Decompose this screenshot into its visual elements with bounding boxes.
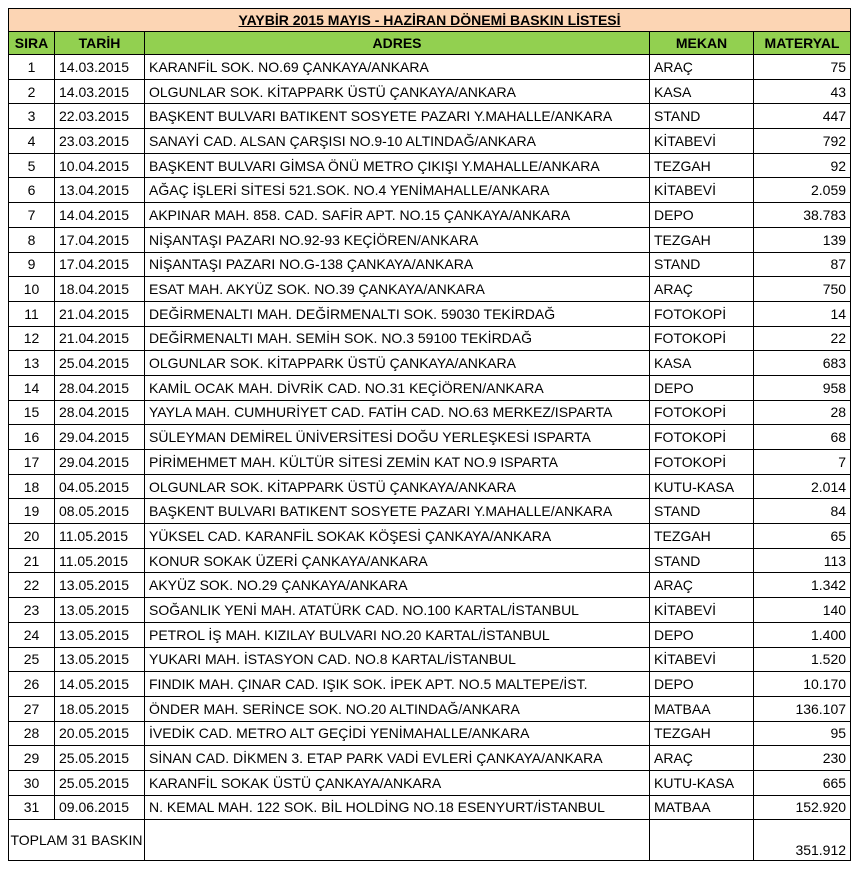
table-row: [9, 203, 851, 228]
table-row: [9, 375, 851, 400]
cell-tarih: 23.03.2015: [55, 129, 145, 154]
cell-materyal: 14: [754, 301, 851, 326]
cell-tarih: 25.05.2015: [55, 746, 145, 771]
cell-tarih: 13.05.2015: [55, 622, 145, 647]
cell-adres: OLGUNLAR SOK. KİTAPPARK ÜSTÜ ÇANKAYA/ANKARA: [145, 79, 650, 104]
cell-tarih: 14.04.2015: [55, 203, 145, 228]
cell-materyal: 38.783: [754, 203, 851, 228]
table-row: [9, 548, 851, 573]
cell-adres: SÜLEYMAN DEMİREL ÜNİVERSİTESİ DOĞU YERLEŞKESİ ISPARTA: [145, 425, 650, 450]
cell-mekan: TEZGAH: [650, 524, 754, 549]
cell-sira: 20: [9, 524, 55, 549]
table-row: [9, 770, 851, 795]
cell-sira: 18: [9, 474, 55, 499]
cell-tarih: 08.05.2015: [55, 499, 145, 524]
cell-mekan: MATBAA: [650, 795, 754, 820]
cell-materyal: 22: [754, 326, 851, 351]
cell-mekan: TEZGAH: [650, 721, 754, 746]
cell-mekan: FOTOKOPİ: [650, 400, 754, 425]
table-row: [9, 598, 851, 623]
table-row: [9, 301, 851, 326]
cell-materyal: 139: [754, 227, 851, 252]
cell-materyal: 92: [754, 153, 851, 178]
cell-adres: KARANFİL SOKAK ÜSTÜ ÇANKAYA/ANKARA: [145, 770, 650, 795]
cell-mekan: FOTOKOPİ: [650, 326, 754, 351]
cell-tarih: 13.05.2015: [55, 647, 145, 672]
cell-tarih: 29.04.2015: [55, 450, 145, 475]
cell-mekan: KASA: [650, 351, 754, 376]
table-row: [9, 227, 851, 252]
table-row: [9, 79, 851, 104]
cell-tarih: 22.03.2015: [55, 104, 145, 129]
cell-materyal: 10.170: [754, 672, 851, 697]
cell-sira: 30: [9, 770, 55, 795]
cell-mekan: MATBAA: [650, 696, 754, 721]
cell-materyal: 2.059: [754, 178, 851, 203]
cell-adres: YAYLA MAH. CUMHURİYET CAD. FATİH CAD. NO.63 MERKEZ/ISPARTA: [145, 400, 650, 425]
cell-mekan: TEZGAH: [650, 153, 754, 178]
cell-materyal: 7: [754, 450, 851, 475]
cell-mekan: KASA: [650, 79, 754, 104]
table-row: [9, 425, 851, 450]
cell-sira: 17: [9, 450, 55, 475]
cell-sira: 27: [9, 696, 55, 721]
cell-mekan: ARAÇ: [650, 277, 754, 302]
cell-sira: 13: [9, 351, 55, 376]
cell-sira: 29: [9, 746, 55, 771]
cell-adres: NİŞANTAŞI PAZARI NO.G-138 ÇANKAYA/ANKARA: [145, 252, 650, 277]
cell-sira: 28: [9, 721, 55, 746]
table-row: [9, 524, 851, 549]
cell-materyal: 113: [754, 548, 851, 573]
table-row: [9, 400, 851, 425]
table-row: [9, 573, 851, 598]
cell-mekan: KİTABEVİ: [650, 129, 754, 154]
cell-adres: ESAT MAH. AKYÜZ SOK. NO.39 ÇANKAYA/ANKARA: [145, 277, 650, 302]
cell-tarih: 10.04.2015: [55, 153, 145, 178]
table-row: [9, 153, 851, 178]
cell-materyal: 958: [754, 375, 851, 400]
cell-tarih: 21.04.2015: [55, 326, 145, 351]
cell-tarih: 21.04.2015: [55, 301, 145, 326]
table-row: [9, 55, 851, 80]
cell-mekan: FOTOKOPİ: [650, 425, 754, 450]
cell-mekan: STAND: [650, 104, 754, 129]
cell-sira: 9: [9, 252, 55, 277]
cell-adres: BAŞKENT BULVARI GİMSA ÖNÜ METRO ÇIKIŞI Y.MAHALLE/ANKARA: [145, 153, 650, 178]
cell-mekan: STAND: [650, 499, 754, 524]
header-mekan: MEKAN: [650, 32, 754, 55]
table-row: [9, 647, 851, 672]
cell-sira: 24: [9, 622, 55, 647]
cell-mekan: KUTU-KASA: [650, 770, 754, 795]
cell-tarih: 11.05.2015: [55, 524, 145, 549]
cell-tarih: 04.05.2015: [55, 474, 145, 499]
cell-mekan: ARAÇ: [650, 573, 754, 598]
cell-tarih: 28.04.2015: [55, 375, 145, 400]
cell-mekan: ARAÇ: [650, 746, 754, 771]
cell-sira: 2: [9, 79, 55, 104]
table-row: [9, 351, 851, 376]
cell-sira: 6: [9, 178, 55, 203]
cell-tarih: 14.05.2015: [55, 672, 145, 697]
cell-adres: ÖNDER MAH. SERİNCE SOK. NO.20 ALTINDAĞ/ANKARA: [145, 696, 650, 721]
cell-tarih: 09.06.2015: [55, 795, 145, 820]
cell-materyal: 87: [754, 252, 851, 277]
cell-tarih: 11.05.2015: [55, 548, 145, 573]
cell-tarih: 25.04.2015: [55, 351, 145, 376]
cell-mekan: KİTABEVİ: [650, 647, 754, 672]
cell-materyal: 2.014: [754, 474, 851, 499]
table-row: [9, 450, 851, 475]
cell-adres: PETROL İŞ MAH. KIZILAY BULVARI NO.20 KARTAL/İSTANBUL: [145, 622, 650, 647]
cell-sira: 1: [9, 55, 55, 80]
cell-adres: AKYÜZ SOK. NO.29 ÇANKAYA/ANKARA: [145, 573, 650, 598]
cell-materyal: 65: [754, 524, 851, 549]
table-row: [9, 696, 851, 721]
cell-mekan: STAND: [650, 252, 754, 277]
table-row: [9, 129, 851, 154]
cell-tarih: 17.04.2015: [55, 227, 145, 252]
cell-tarih: 13.04.2015: [55, 178, 145, 203]
cell-tarih: 28.04.2015: [55, 400, 145, 425]
cell-adres: DEĞİRMENALTI MAH. DEĞİRMENALTI SOK. 59030 TEKİRDAĞ: [145, 301, 650, 326]
cell-mekan: KİTABEVİ: [650, 598, 754, 623]
cell-mekan: DEPO: [650, 203, 754, 228]
cell-materyal: 75: [754, 55, 851, 80]
cell-adres: YUKARI MAH. İSTASYON CAD. NO.8 KARTAL/İSTANBUL: [145, 647, 650, 672]
cell-sira: 4: [9, 129, 55, 154]
cell-sira: 16: [9, 425, 55, 450]
table-row: [9, 326, 851, 351]
cell-mekan: DEPO: [650, 672, 754, 697]
cell-sira: 14: [9, 375, 55, 400]
cell-sira: 5: [9, 153, 55, 178]
cell-mekan: FOTOKOPİ: [650, 301, 754, 326]
cell-adres: BAŞKENT BULVARI BATIKENT SOSYETE PAZARI Y.MAHALLE/ANKARA: [145, 104, 650, 129]
cell-adres: KAMİL OCAK MAH. DİVRİK CAD. NO.31 KEÇİÖREN/ANKARA: [145, 375, 650, 400]
cell-materyal: 750: [754, 277, 851, 302]
cell-sira: 12: [9, 326, 55, 351]
title-row: [9, 9, 851, 32]
header-materyal: MATERYAL: [754, 32, 851, 55]
cell-materyal: 136.107: [754, 696, 851, 721]
cell-materyal: 152.920: [754, 795, 851, 820]
cell-sira: 23: [9, 598, 55, 623]
cell-adres: KONUR SOKAK ÜZERİ ÇANKAYA/ANKARA: [145, 548, 650, 573]
table-row: [9, 721, 851, 746]
table-row: [9, 277, 851, 302]
cell-adres: SANAYİ CAD. ALSAN ÇARŞISI NO.9-10 ALTINDAĞ/ANKARA: [145, 129, 650, 154]
cell-adres: SOĞANLIK YENİ MAH. ATATÜRK CAD. NO.100 KARTAL/İSTANBUL: [145, 598, 650, 623]
header-tarih: TARİH: [55, 32, 145, 55]
cell-sira: 8: [9, 227, 55, 252]
cell-tarih: 18.05.2015: [55, 696, 145, 721]
cell-materyal: 665: [754, 770, 851, 795]
cell-adres: N. KEMAL MAH. 122 SOK. BİL HOLDİNG NO.18 ESENYURT/İSTANBUL: [145, 795, 650, 820]
cell-sira: 11: [9, 301, 55, 326]
cell-materyal: 230: [754, 746, 851, 771]
cell-materyal: 1.520: [754, 647, 851, 672]
cell-mekan: DEPO: [650, 375, 754, 400]
cell-mekan: KİTABEVİ: [650, 178, 754, 203]
cell-tarih: 17.04.2015: [55, 252, 145, 277]
cell-tarih: 13.05.2015: [55, 598, 145, 623]
total-value: 351.912: [754, 820, 851, 861]
cell-adres: KARANFİL SOK. NO.69 ÇANKAYA/ANKARA: [145, 55, 650, 80]
cell-mekan: KUTU-KASA: [650, 474, 754, 499]
cell-adres: İVEDİK CAD. METRO ALT GEÇİDİ YENİMAHALLE/ANKARA: [145, 721, 650, 746]
total-empty-adres: [145, 820, 650, 861]
cell-mekan: FOTOKOPİ: [650, 450, 754, 475]
table-row: [9, 795, 851, 820]
cell-sira: 3: [9, 104, 55, 129]
table-row: [9, 252, 851, 277]
cell-materyal: 140: [754, 598, 851, 623]
cell-materyal: 28: [754, 400, 851, 425]
cell-materyal: 792: [754, 129, 851, 154]
cell-materyal: 43: [754, 79, 851, 104]
cell-adres: OLGUNLAR SOK. KİTAPPARK ÜSTÜ ÇANKAYA/ANKARA: [145, 351, 650, 376]
raid-list-table: [8, 8, 851, 861]
cell-mekan: STAND: [650, 548, 754, 573]
cell-materyal: 95: [754, 721, 851, 746]
cell-sira: 15: [9, 400, 55, 425]
table-body: [9, 55, 851, 820]
cell-mekan: TEZGAH: [650, 227, 754, 252]
cell-mekan: ARAÇ: [650, 55, 754, 80]
cell-tarih: 20.05.2015: [55, 721, 145, 746]
cell-tarih: 14.03.2015: [55, 79, 145, 104]
cell-adres: SİNAN CAD. DİKMEN 3. ETAP PARK VADİ EVLERİ ÇANKAYA/ANKARA: [145, 746, 650, 771]
cell-adres: YÜKSEL CAD. KARANFİL SOKAK KÖŞESİ ÇANKAYA/ANKARA: [145, 524, 650, 549]
header-row: [9, 32, 851, 55]
cell-sira: 7: [9, 203, 55, 228]
cell-materyal: 68: [754, 425, 851, 450]
cell-tarih: 18.04.2015: [55, 277, 145, 302]
total-empty-mekan: [650, 820, 754, 861]
total-label: TOPLAM 31 BASKIN: [9, 820, 145, 861]
cell-tarih: 29.04.2015: [55, 425, 145, 450]
header-adres: ADRES: [145, 32, 650, 55]
cell-materyal: 1.400: [754, 622, 851, 647]
cell-sira: 22: [9, 573, 55, 598]
header-sira: SIRA: [9, 32, 55, 55]
cell-materyal: 1.342: [754, 573, 851, 598]
cell-tarih: 13.05.2015: [55, 573, 145, 598]
cell-adres: OLGUNLAR SOK. KİTAPPARK ÜSTÜ ÇANKAYA/ANKARA: [145, 474, 650, 499]
table-row: [9, 178, 851, 203]
cell-adres: BAŞKENT BULVARI BATIKENT SOSYETE PAZARI Y.MAHALLE/ANKARA: [145, 499, 650, 524]
cell-materyal: 84: [754, 499, 851, 524]
table-row: [9, 622, 851, 647]
cell-adres: DEĞİRMENALTI MAH. SEMİH SOK. NO.3 59100 TEKİRDAĞ: [145, 326, 650, 351]
table-title: YAYBİR 2015 MAYIS - HAZİRAN DÖNEMİ BASKIN LİSTESİ: [9, 9, 851, 32]
table-row: [9, 499, 851, 524]
cell-sira: 19: [9, 499, 55, 524]
cell-adres: NİŞANTAŞI PAZARI NO.92-93 KEÇİÖREN/ANKARA: [145, 227, 650, 252]
cell-sira: 25: [9, 647, 55, 672]
table-row: [9, 746, 851, 771]
cell-adres: AKPINAR MAH. 858. CAD. SAFİR APT. NO.15 ÇANKAYA/ANKARA: [145, 203, 650, 228]
table-row: [9, 104, 851, 129]
cell-mekan: DEPO: [650, 622, 754, 647]
total-row: [9, 820, 851, 861]
cell-tarih: 25.05.2015: [55, 770, 145, 795]
cell-materyal: 683: [754, 351, 851, 376]
cell-materyal: 447: [754, 104, 851, 129]
cell-adres: FINDIK MAH. ÇINAR CAD. IŞIK SOK. İPEK APT. NO.5 MALTEPE/İST.: [145, 672, 650, 697]
table-row: [9, 672, 851, 697]
cell-sira: 26: [9, 672, 55, 697]
cell-sira: 21: [9, 548, 55, 573]
cell-adres: AĞAÇ İŞLERİ SİTESİ 521.SOK. NO.4 YENİMAHALLE/ANKARA: [145, 178, 650, 203]
table-row: [9, 474, 851, 499]
cell-sira: 31: [9, 795, 55, 820]
cell-sira: 10: [9, 277, 55, 302]
cell-adres: PİRİMEHMET MAH. KÜLTÜR SİTESİ ZEMİN KAT NO.9 ISPARTA: [145, 450, 650, 475]
cell-tarih: 14.03.2015: [55, 55, 145, 80]
